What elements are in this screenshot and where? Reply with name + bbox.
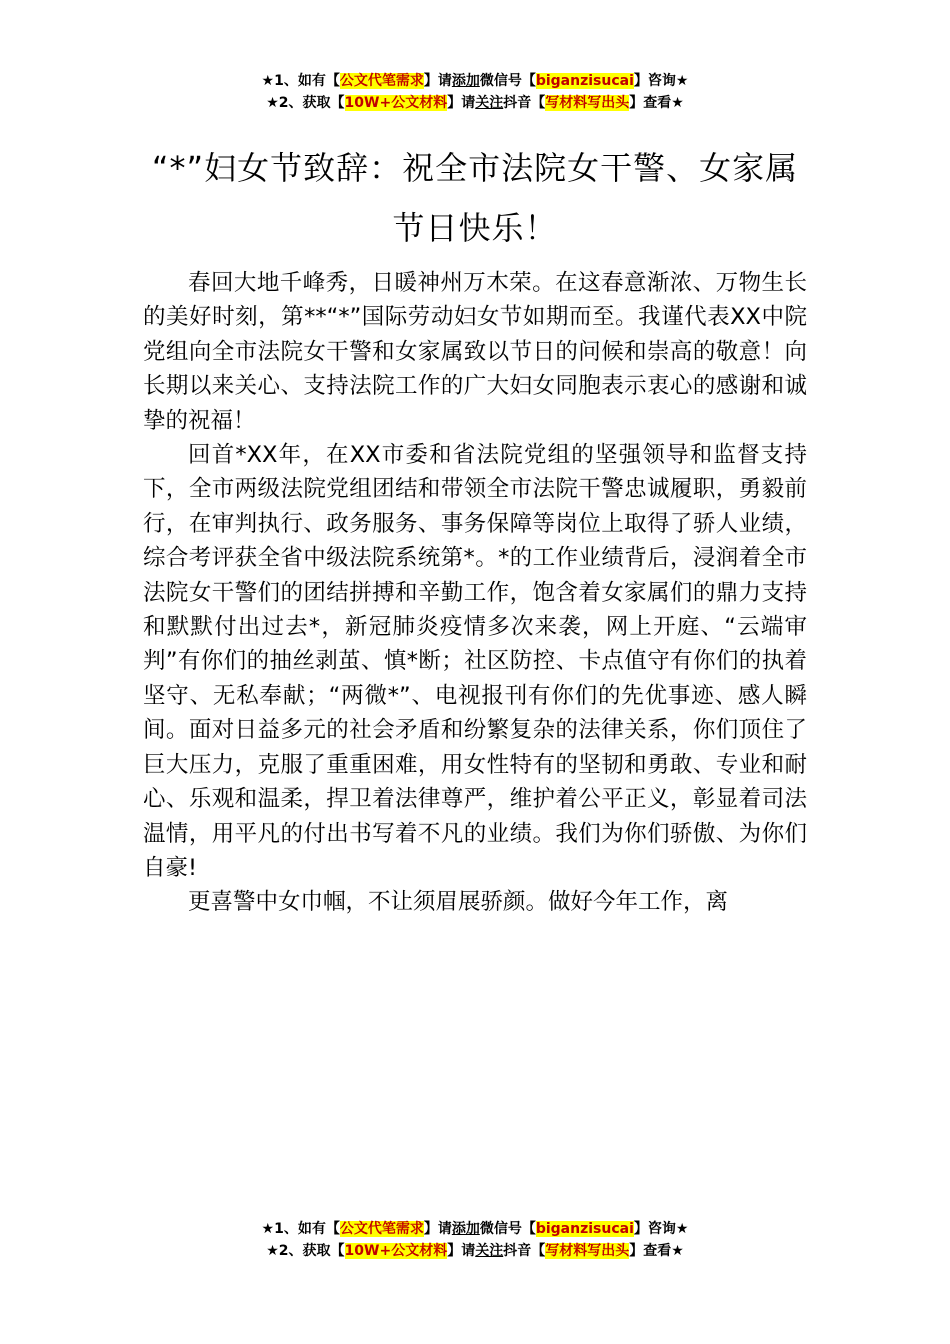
highlight-service: 公文代笔需求 (339, 1221, 424, 1237)
paragraph-2: 回首*XX年，在XX市委和省法院党组的坚强领导和监督支持下，全市两级法院党组团结和带领全市法院干警忠诚履职，勇毅前行，在审判执行、政务服务、事务保障等岗位上取得了骄人业绩，综合考评获全省中级法院系统第*。*的工作业绩背后，浸润着全市法院女干警们的团结拼搏和辛勤工作，饱含着女家属们的鼎力支持和默默付出过去*，新冠肺炎疫情多次来袭，网上开庭、“云端审判”有你们的抽丝剥茧、慎*断；社区防控、卡点值守有你们的执着坚守、无私奉献；“两微*”、电视报刊有你们的先优事迹、感人瞬间。面对日益多元的社会矛盾和纷繁复杂的法律关系，你们顶住了巨大压力，克服了重重困难，用女性特有的坚韧和勇敢、专业和耐心、乐观和温柔，捍卫着法律尊严，维护着公平正义，彰显着司法温情，用平凡的付出书写着不凡的业绩。我们为你们骄傲、为你们自豪! (143, 442, 807, 881)
footer-banner (0, 1218, 950, 1262)
paragraph-1: 春回大地千峰秀，日暖神州万木荣。在这春意渐浓、万物生长的美好时刻，第**“*”国际劳动妇女节如期而至。我谨代表XX中院党组向全市法院女干警和女家属致以节日的问候和崇高的敬意！向长期以来关心、支持法院工作的广大妇女同胞表示衷心的感谢和诚挚的祝福！ (143, 270, 807, 434)
highlight-wechat-id: biganzisucai (535, 1221, 634, 1237)
banner-text: 】查看★ (629, 1243, 684, 1259)
star-icon: ★ (261, 1221, 275, 1237)
banner-underlined: 添加 (451, 73, 480, 89)
banner-text: 2、获取【 (278, 1243, 345, 1259)
banner-underlined: 关注 (475, 1243, 504, 1259)
banner-text: 】请 (423, 73, 452, 89)
document-title: “*”妇女节致辞：祝全市法院女干警、女家属节日快乐！ (151, 149, 799, 247)
banner-text: 】查看★ (629, 95, 684, 111)
star-icon: ★ (261, 73, 275, 89)
banner-underlined: 关注 (475, 95, 504, 111)
banner-line-1 (0, 70, 950, 92)
banner-line-2 (0, 92, 950, 114)
highlight-wechat-id: biganzisucai (535, 73, 634, 89)
banner-text: 2、获取【 (278, 95, 345, 111)
banner-text: 1、如有【 (274, 1221, 340, 1237)
highlight-douyin: 写材料写出头 (545, 95, 630, 111)
highlight-materials: 10W+公文材料 (344, 1243, 448, 1259)
header-banner (0, 70, 950, 114)
banner-text: 微信号【 (479, 73, 536, 89)
banner-text: 抖音【 (503, 95, 546, 111)
banner-text: 】咨询★ (633, 1221, 689, 1237)
banner-text: 】咨询★ (633, 73, 689, 89)
banner-line-2 (0, 1240, 950, 1262)
banner-line-1 (0, 1218, 950, 1240)
highlight-materials: 10W+公文材料 (344, 95, 448, 111)
paragraph-3: 更喜警中女巾帼，不让须眉展骄颜。做好今年工作，离 (188, 889, 729, 916)
banner-text: 】请 (447, 1243, 476, 1259)
banner-text: 1、如有【 (274, 73, 340, 89)
banner-text: 抖音【 (503, 1243, 546, 1259)
banner-text: 】请 (447, 95, 476, 111)
banner-text: 】请 (423, 1221, 452, 1237)
highlight-douyin: 写材料写出头 (545, 1243, 630, 1259)
highlight-service: 公文代笔需求 (339, 73, 424, 89)
banner-underlined: 添加 (451, 1221, 480, 1237)
banner-text: 微信号【 (479, 1221, 536, 1237)
star-icon: ★ (266, 95, 279, 111)
star-icon: ★ (266, 1243, 279, 1259)
document-body (143, 266, 807, 920)
